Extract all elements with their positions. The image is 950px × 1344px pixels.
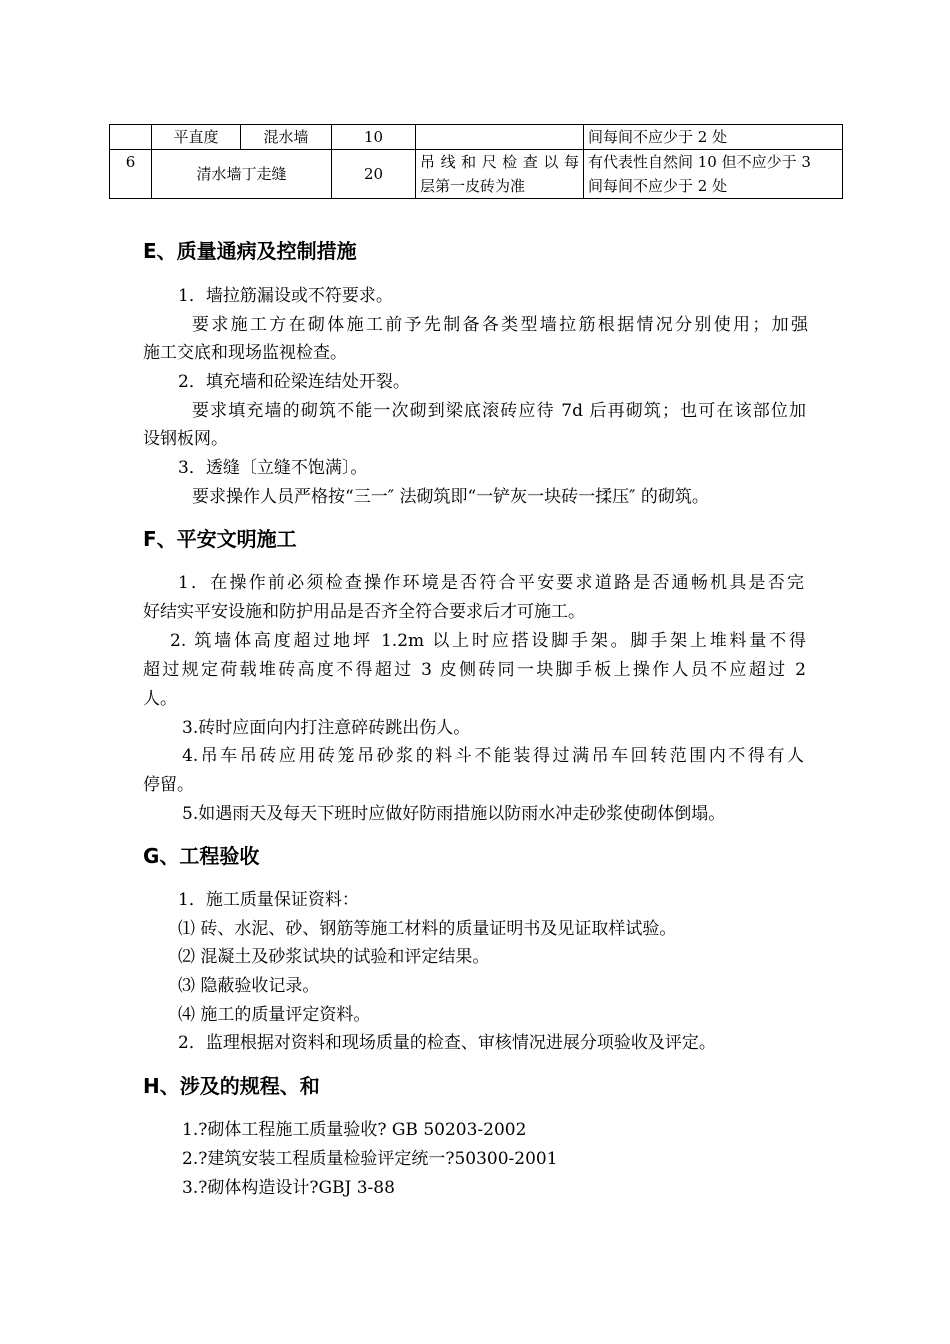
table-cell-index <box>110 125 152 150</box>
table-row <box>110 150 843 199</box>
table-cell-subitem: 混水墙 <box>241 125 332 150</box>
table-cell-item: 平直度 <box>152 125 241 150</box>
list-item: 3.?砌体构造设计?GBJ 3-88 <box>182 1178 395 1198</box>
table-cell-method-line: 吊线和尺检查以每 <box>420 153 579 171</box>
paragraph: 3．透缝〔立缝不饱满〕。 <box>178 458 368 478</box>
list-item: ⑴ 砖、水泥、砂、钢筋等施工材料的质量证明书及见证取样试验。 <box>178 919 677 939</box>
paragraph: 1．施工质量保证资料： <box>178 890 359 910</box>
paragraph: 3.砖时应面向内打注意碎砖跳出伤人。 <box>182 718 471 738</box>
list-item: 1.?砌体工程施工质量验收? GB 50203-2002 <box>182 1120 527 1140</box>
table-cell-tolerance: 20 <box>332 150 416 199</box>
table-cell-index: 6 <box>110 150 152 199</box>
table-cell-quantity <box>584 150 843 199</box>
paragraph-line: 超过规定荷载堆砖高度不得超过 3 皮侧砖同一块脚手板上操作人员不应超过 2 <box>143 660 806 680</box>
list-item: 2.?建筑安装工程质量检验评定统一?50300-2001 <box>182 1149 558 1169</box>
paragraph-line: 人。 <box>143 689 177 709</box>
table-cell-tolerance: 10 <box>332 125 416 150</box>
tolerance-table <box>109 124 843 199</box>
table-cell-method <box>416 150 584 199</box>
paragraph-line: 2. 筑墙体高度超过地坪 1.2m 以上时应搭设脚手架。脚手架上堆料量不得 <box>170 631 806 651</box>
section-heading-g: G、工程验收 <box>143 844 260 868</box>
paragraph-line: 好结实平安设施和防护用品是否齐全符合要求后才可施工。 <box>143 602 585 622</box>
table-row <box>110 125 843 150</box>
paragraph: 要求操作人员严格按“三一″ 法砌筑即“一铲灰一块砖一揉压″ 的砌筑。 <box>192 487 709 507</box>
paragraph-line: 施工交底和现场监视检查。 <box>143 343 347 363</box>
paragraph-line: 停留。 <box>143 775 194 795</box>
table-cell-quantity-line: 有代表性自然间 10 但不应少于 3 <box>588 153 811 171</box>
list-item: ⑶ 隐蔽验收记录。 <box>178 976 320 996</box>
list-item: ⑷ 施工的质量评定资料。 <box>178 1005 371 1025</box>
paragraph: 1．墙拉筋漏设或不符要求。 <box>178 286 393 306</box>
paragraph: 5.如遇雨天及每天下班时应做好防雨措施以防雨水冲走砂浆使砌体倒塌。 <box>182 804 726 824</box>
paragraph: 2．填充墙和砼梁连结处开裂。 <box>178 372 410 392</box>
paragraph-line: 设钢板网。 <box>143 429 228 449</box>
section-heading-e: E、质量通病及控制措施 <box>143 239 357 263</box>
table-cell-quantity-line: 间每间不应少于 2 处 <box>588 177 728 195</box>
paragraph-line: 要求填充墙的砌筑不能一次砌到梁底滚砖应待 7d 后再砌筑；也可在该部位加 <box>192 401 806 421</box>
table-cell-method <box>416 125 584 150</box>
table-cell-method-line: 层第一皮砖为准 <box>420 177 526 195</box>
section-heading-f: F、平安文明施工 <box>143 527 297 551</box>
table-cell-item: 清水墙丁走缝 <box>152 150 332 199</box>
table-cell-quantity: 间每间不应少于 2 处 <box>584 125 843 150</box>
paragraph: 2．监理根据对资料和现场质量的检查、审核情况进展分项验收及评定。 <box>178 1033 716 1053</box>
paragraph-line: 1．在操作前必须检查操作环境是否符合平安要求道路是否通畅机具是否完 <box>178 573 804 593</box>
list-item: ⑵ 混凝土及砂浆试块的试验和评定结果。 <box>178 947 490 967</box>
paragraph-line: 4.吊车吊砖应用砖笼吊砂浆的料斗不能装得过满吊车回转范围内不得有人 <box>182 746 804 766</box>
section-heading-h: H、涉及的规程、和 <box>143 1074 320 1098</box>
paragraph-line: 要求施工方在砌体施工前予先制备各类型墙拉筋根据情况分别使用；加强 <box>192 315 808 335</box>
